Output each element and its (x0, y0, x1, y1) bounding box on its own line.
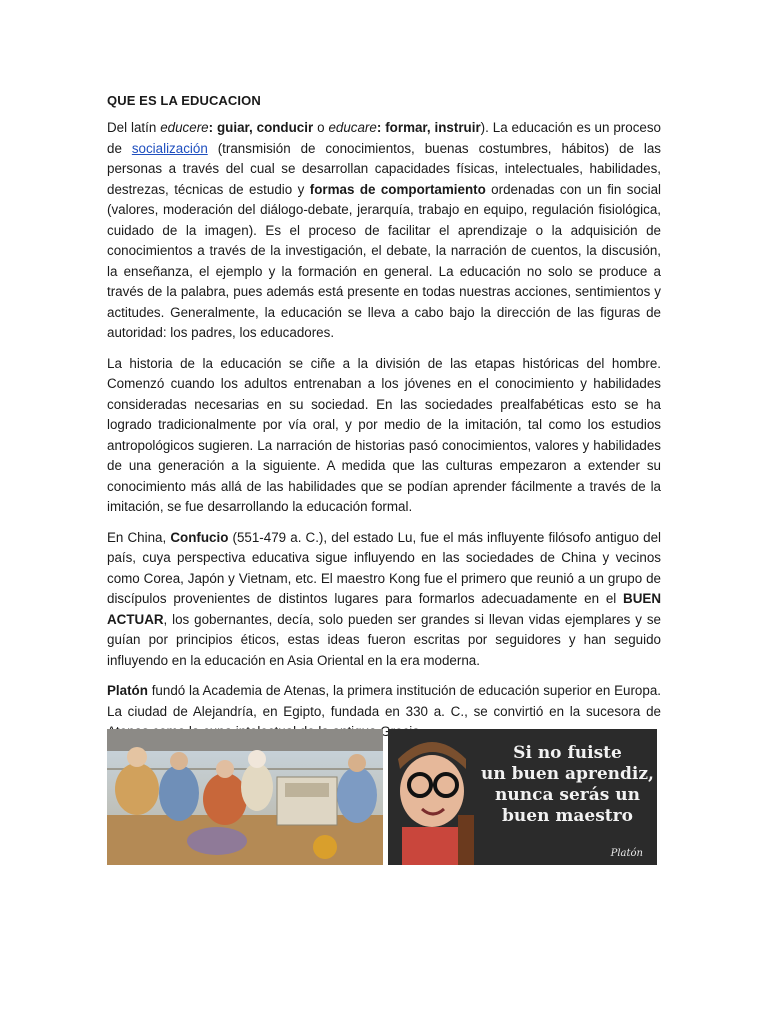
bold-term: formar, instruir (385, 120, 481, 135)
quote-author: Platón (610, 848, 643, 859)
paragraph-history: La historia de la educación se ciñe a la división de las etapas históricas del hombre. Comenzó cuando los adultos entrenaban a los jóvenes en el conocimiento y habilidades consideradas necesarias en su sociedad. En las sociedades prealfabéticas esto se ha logrado tradicionalmente por vía oral, y por medio de la imitación, tal como los estudios antropológicos sugieren. La narración de historias pasó conocimientos, valores y habilidades de una generación a la siguiente. A medida que las culturas empezaron a extender su conocimiento más allá de las habilidades que se podían aprender fácilmente a través de la imitación, se fue desarrollando la educación formal. (107, 355, 661, 514)
text-run: (transmisión de conocimientos, buenas costumbres, hábitos) de las personas a través del cual se desarrollan capacidades físicas, intelectuales, habilidades, destrezas, técnicas de estudio y (107, 140, 661, 197)
document-body (107, 93, 661, 747)
quote-line: buen maestro (502, 806, 633, 826)
bold-term: Platón (107, 683, 148, 698)
bold-term: Confucio (170, 529, 229, 545)
text-run: o (313, 120, 329, 135)
images-row (107, 729, 657, 865)
italic-term: educere (160, 120, 209, 135)
school-of-athens-painting (107, 729, 383, 865)
text-run: Del latín (107, 120, 161, 135)
socializacion-link[interactable]: socialización (131, 140, 208, 156)
bold-term: BUEN ACTUAR (107, 591, 661, 627)
text-run: : (208, 120, 217, 135)
fresco-illustration (107, 729, 383, 865)
bold-term: guiar, conducir (217, 120, 314, 135)
text-run: En China, (107, 529, 171, 545)
text-run: fundó la Academia de Atenas, la primera institución de educación superior en Europa. La ciudad de Alejandría, en Egipto, fundada en 330 a. C., se convirtió en la sucesora de (107, 683, 661, 719)
paragraph-definition (107, 118, 661, 344)
quote-line: nunca serás un (495, 785, 640, 805)
text-run: ). La educación es un proceso de (107, 120, 661, 156)
paragraph-china (107, 528, 661, 672)
text-run: : (376, 120, 386, 135)
quote-line: Si no fuiste (513, 743, 622, 763)
platon-quote-image (388, 729, 657, 865)
italic-term: educare (328, 120, 377, 135)
quote-text (480, 743, 655, 827)
quote-line: un buen aprendiz, (481, 764, 654, 784)
page-title: QUE ES LA EDUCACION (107, 93, 261, 108)
text-run: ordenadas con un fin social (valores, moderación del diálogo-debate, jerarquía, trabajo en equipo, regulación fisiológica, cuidado de la imagen). Es el proceso de facilitar el aprendizaje o la adquisición de conocimientos a través de la investigación, el debate, la narración de cuentos, la discusión, la enseñanza, el ejemplo y la formación en general. La educación no solo se produce a través de la palabra, pues además está presente en todas nuestras acciones, sentimientos y actitudes. Generalmente, la educación se lleva a cabo bajo la dirección de las figuras de autoridad: los padres, los educadores. (107, 181, 661, 340)
text-run: (551-479 a. C.), del estado Lu, fue el más influyente filósofo antiguo del país, cuya perspectiva educativa sigue influyendo en las sociedades de China y vecinos como Corea, Japón y Vietnam, etc. El maestro Kong fue el primero que reunió a un grupo de discípulos provenientes de distintos lugares para formarlos adecuadamente en el (107, 529, 662, 606)
text-run: , los gobernantes, decía, solo pueden ser grandes si llevan vidas ejemplares y se guían por principios éticos, estas ideas fueron escritas por seguidores y han seguido influyendo en la educación en Asia Oriental en la era moderna. (107, 611, 661, 668)
bold-term: formas de comportamiento (309, 181, 486, 197)
